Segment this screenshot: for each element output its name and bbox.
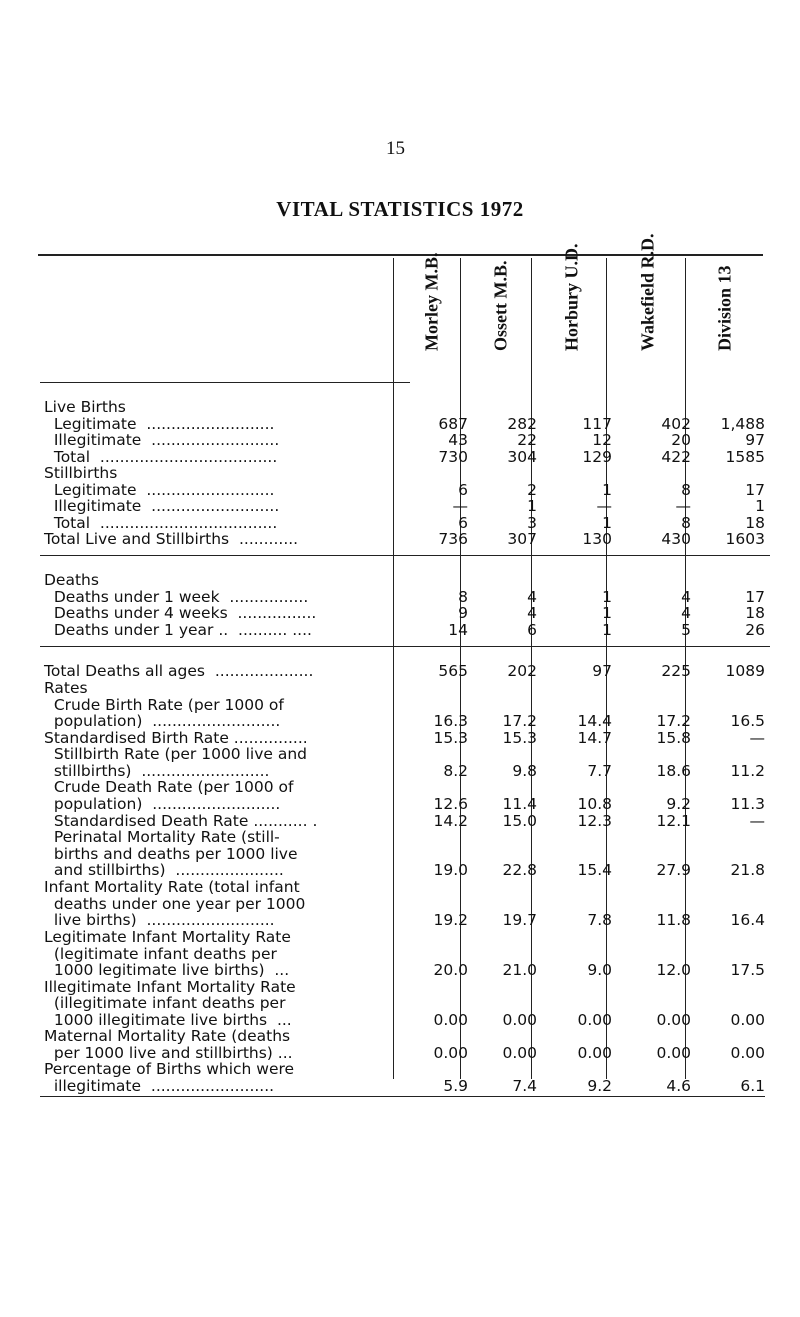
table-cell: 15.0 <box>502 812 537 830</box>
document-title: VITAL STATISTICS 1972 <box>276 197 524 221</box>
row-label: Perinatal Mortality Rate (still- <box>44 828 280 846</box>
column-header-label: Morley M.B. <box>421 252 442 351</box>
row-label: Standardised Death Rate ........... . <box>44 812 318 830</box>
row-label: 1000 legitimate live births) ... <box>44 961 290 979</box>
table-cell: — <box>749 729 765 747</box>
table-cell: — <box>596 497 612 515</box>
column-header <box>608 233 688 376</box>
table-cell: — <box>749 812 765 830</box>
table-cell: 20.0 <box>433 961 468 979</box>
table-cell: 15.3 <box>502 729 537 747</box>
table-cell: 10.8 <box>577 795 612 813</box>
table-cell: 1 <box>602 604 612 622</box>
table-cell: 0.00 <box>433 1044 468 1062</box>
row-label: Percentage of Births which were <box>44 1060 295 1078</box>
table-cell: 8.2 <box>443 762 468 780</box>
table-cell: 12.1 <box>656 812 691 830</box>
row-label: Stillbirth Rate (per 1000 live and <box>44 745 308 763</box>
row-label: Maternal Mortality Rate (deaths <box>44 1027 291 1045</box>
column-header <box>461 258 541 376</box>
table-cell: — <box>452 497 468 515</box>
table-cell: 43 <box>448 431 468 449</box>
table-cell: 14.7 <box>577 729 612 747</box>
table-cell: 97 <box>592 662 612 680</box>
page-number: 15 <box>386 138 405 159</box>
table-cell: 12 <box>592 431 612 449</box>
table-cell: 14.2 <box>433 812 468 830</box>
row-label: per 1000 live and stillbirths) ... <box>44 1044 293 1062</box>
table-cell: 1 <box>602 621 612 639</box>
row-label: (illegitimate infant deaths per <box>44 994 286 1012</box>
row-label: births and deaths per 1000 live <box>44 845 298 863</box>
table-cell: 225 <box>661 662 691 680</box>
column-header <box>532 243 612 376</box>
row-label: 1000 illegitimate live births ... <box>44 1011 292 1029</box>
row-label: Standardised Birth Rate ............... <box>44 729 308 747</box>
row-label: Crude Birth Rate (per 1000 of <box>44 696 284 714</box>
table-cell: 307 <box>507 530 537 548</box>
row-label: deaths under one year per 1000 <box>44 895 306 913</box>
table-cell: 5.9 <box>443 1077 468 1095</box>
table-cell: 9.8 <box>512 762 537 780</box>
table-cell: 8 <box>681 514 691 532</box>
row-label: Deaths under 4 weeks ................ <box>44 604 317 622</box>
table-cell: 5 <box>681 621 691 639</box>
row-label: Illegitimate .......................... <box>44 497 280 515</box>
table-cell: 1 <box>602 588 612 606</box>
table-cell: 12.0 <box>656 961 691 979</box>
table-cell: 19.0 <box>433 861 468 879</box>
table-cell: 19.2 <box>433 911 468 929</box>
table-cell: 22 <box>517 431 537 449</box>
table-cell: 736 <box>438 530 468 548</box>
table-cell: 4 <box>681 588 691 606</box>
table-cell: 7.4 <box>512 1077 537 1095</box>
table-cell: 6.1 <box>740 1077 765 1095</box>
table-cell: 9.2 <box>666 795 691 813</box>
table-cell: 18 <box>745 514 765 532</box>
table-cell: — <box>675 497 691 515</box>
table-cell: 17.2 <box>656 712 691 730</box>
table-cell: 4 <box>527 588 537 606</box>
table-cell: 1,488 <box>720 415 765 433</box>
table-cell: 17.5 <box>730 961 765 979</box>
table-cell: 1 <box>527 497 537 515</box>
table-cell: 3 <box>527 514 537 532</box>
table-cell: 130 <box>582 530 612 548</box>
row-label: population) .......................... <box>44 795 281 813</box>
table-cell: 1585 <box>725 448 765 466</box>
table-cell: 15.8 <box>656 729 691 747</box>
row-label: illegitimate ......................... <box>44 1077 275 1095</box>
column-header-label: Wakefield R.D. <box>637 233 658 351</box>
table-cell: 730 <box>438 448 468 466</box>
row-label: Live Births <box>44 398 126 416</box>
table-cell: 687 <box>438 415 468 433</box>
table-cell: 430 <box>661 530 691 548</box>
table-cell: 17 <box>745 588 765 606</box>
column-header-label: Ossett M.B. <box>490 260 511 351</box>
table-cell: 1089 <box>725 662 765 680</box>
row-label: Total Live and Stillbirths ............ <box>44 530 299 548</box>
row-label: Deaths <box>44 571 99 589</box>
table-cell: 0.00 <box>577 1011 612 1029</box>
table-cell: 14.4 <box>577 712 612 730</box>
table-cell: 402 <box>661 415 691 433</box>
table-cell: 16.5 <box>730 712 765 730</box>
table-cell: 304 <box>507 448 537 466</box>
table-cell: 11.2 <box>730 762 765 780</box>
table-cell: 4 <box>527 604 537 622</box>
table-cell: 11.8 <box>656 911 691 929</box>
table-cell: 6 <box>458 514 468 532</box>
table-cell: 202 <box>507 662 537 680</box>
row-label: Deaths under 1 year .. .......... .... <box>44 621 312 639</box>
row-label: population) .......................... <box>44 712 281 730</box>
table-cell: 21.0 <box>502 961 537 979</box>
table-cell: 6 <box>458 481 468 499</box>
row-label: Infant Mortality Rate (total infant <box>44 878 300 896</box>
table-cell: 11.4 <box>502 795 537 813</box>
section-rule <box>40 555 770 556</box>
table-cell: 1 <box>755 497 765 515</box>
column-header-label: Horbury U.D. <box>561 243 582 351</box>
table-cell: 9.2 <box>587 1077 612 1095</box>
row-label: Illegitimate .......................... <box>44 431 280 449</box>
table-cell: 16.4 <box>730 911 765 929</box>
table-cell: 21.8 <box>730 861 765 879</box>
table-cell: 18.6 <box>656 762 691 780</box>
row-label: live births) .......................... <box>44 911 275 929</box>
column-header <box>685 258 765 376</box>
table-cell: 117 <box>582 415 612 433</box>
table-cell: 9.0 <box>587 961 612 979</box>
row-label: Legitimate .......................... <box>44 481 275 499</box>
table-cell: 0.00 <box>730 1011 765 1029</box>
table-cell: 15.3 <box>433 729 468 747</box>
table-cell: 4 <box>681 604 691 622</box>
table-cell: 0.00 <box>502 1044 537 1062</box>
table-cell: 282 <box>507 415 537 433</box>
table-cell: 7.7 <box>587 762 612 780</box>
row-label: Total Deaths all ages .................... <box>44 662 314 680</box>
row-label: Legitimate Infant Mortality Rate <box>44 928 291 946</box>
table-cell: 0.00 <box>730 1044 765 1062</box>
row-label: stillbirths) .......................... <box>44 762 270 780</box>
table-cell: 422 <box>661 448 691 466</box>
table-cell: 97 <box>745 431 765 449</box>
table-cell: 19.7 <box>502 911 537 929</box>
table-cell: 15.4 <box>577 861 612 879</box>
table-cell: 2 <box>527 481 537 499</box>
table-cell: 17 <box>745 481 765 499</box>
table-cell: 11.3 <box>730 795 765 813</box>
table-cell: 0.00 <box>656 1011 691 1029</box>
row-label: Deaths under 1 week ................ <box>44 588 309 606</box>
row-label: Rates <box>44 679 88 697</box>
table-cell: 7.8 <box>587 911 612 929</box>
table-cell: 0.00 <box>656 1044 691 1062</box>
row-label: Crude Death Rate (per 1000 of <box>44 778 294 796</box>
table-cell: 0.00 <box>577 1044 612 1062</box>
table-cell: 12.6 <box>433 795 468 813</box>
table-cell: 0.00 <box>502 1011 537 1029</box>
table-cell: 1603 <box>725 530 765 548</box>
table-cell: 6 <box>527 621 537 639</box>
table-cell: 4.6 <box>666 1077 691 1095</box>
row-label: Legitimate .......................... <box>44 415 275 433</box>
table-cell: 129 <box>582 448 612 466</box>
table-cell: 20 <box>671 431 691 449</box>
section-rule <box>40 646 770 647</box>
table-cell: 0.00 <box>433 1011 468 1029</box>
table-cell: 9 <box>458 604 468 622</box>
row-label: Total .................................... <box>44 448 278 466</box>
column-header-label: Division 13 <box>714 265 735 351</box>
row-label: and stillbirths) ...................... <box>44 861 284 879</box>
table-cell: 26 <box>745 621 765 639</box>
table-cell: 17.2 <box>502 712 537 730</box>
table-cell: 8 <box>681 481 691 499</box>
table-cell: 8 <box>458 588 468 606</box>
table-cell: 1 <box>602 514 612 532</box>
section-rule <box>40 1096 765 1097</box>
table-cell: 14 <box>448 621 468 639</box>
row-label: Total .................................... <box>44 514 278 532</box>
table-cell: 16.3 <box>433 712 468 730</box>
table-cell: 565 <box>438 662 468 680</box>
row-label: Illegitimate Infant Mortality Rate <box>44 978 296 996</box>
table-cell: 27.9 <box>656 861 691 879</box>
row-label: Stillbirths <box>44 464 118 482</box>
table-cell: 18 <box>745 604 765 622</box>
table-cell: 12.3 <box>577 812 612 830</box>
section-rule <box>40 382 410 383</box>
table-cell: 1 <box>602 481 612 499</box>
table-cell: 22.8 <box>502 861 537 879</box>
row-label: (legitimate infant deaths per <box>44 945 277 963</box>
